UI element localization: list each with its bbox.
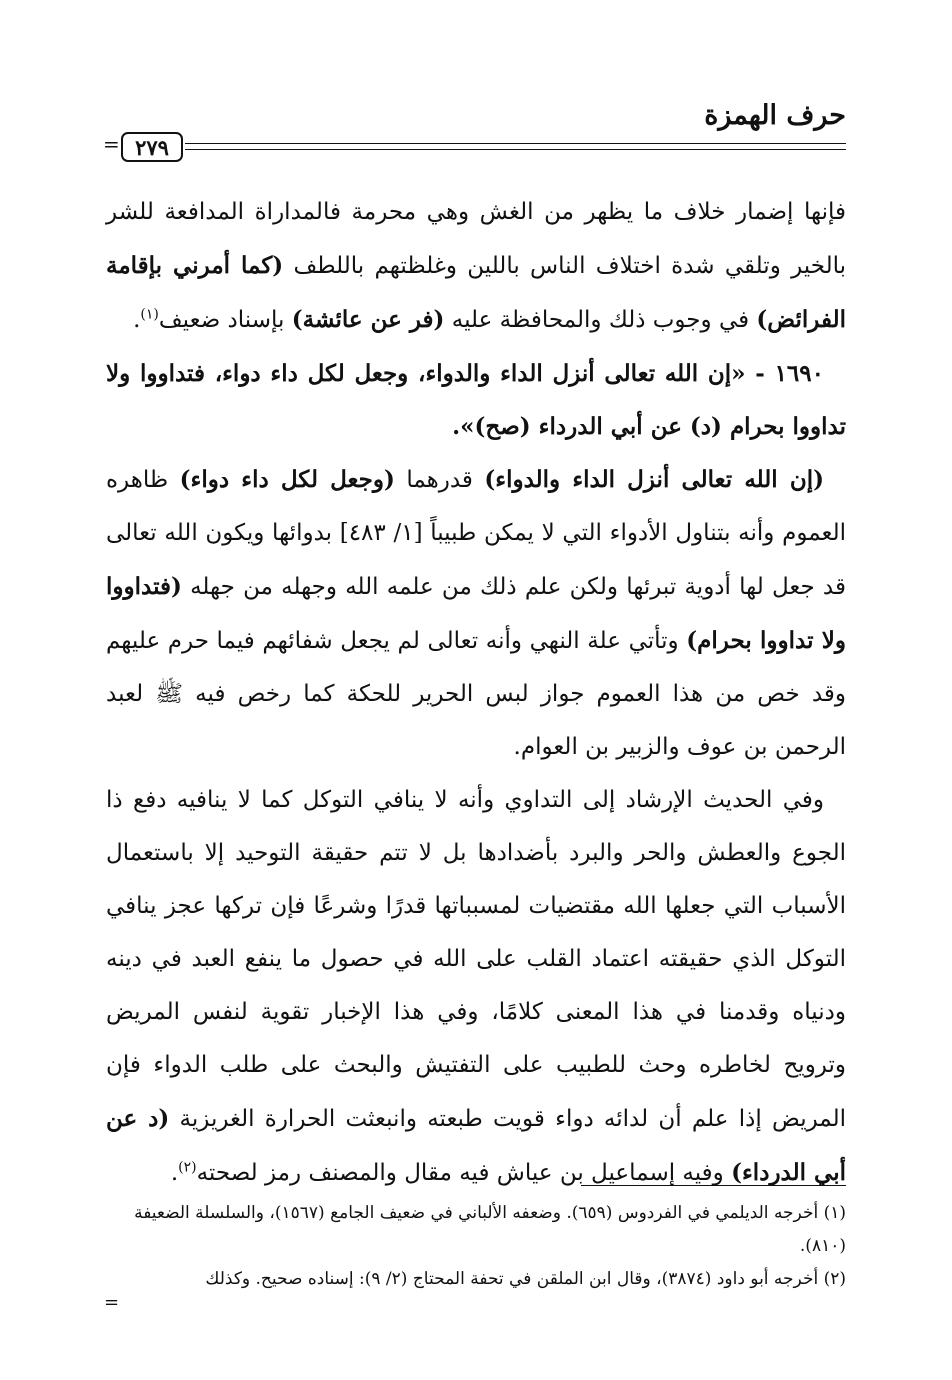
footnote-1: (١) أخرجه الديلمي في الفردوس (٦٥٩). وضعفه الألباني في ضعيف الجامع (١٥٦٧)، والسلسلة الضعيفة (٨١٠). bbox=[134, 1203, 846, 1256]
bold-phrase: (إن الله تعالى أنزل الداء والدواء) bbox=[484, 466, 824, 493]
header-ornament: = bbox=[103, 132, 120, 156]
hadith-number: ١٦٩٠ bbox=[774, 360, 824, 387]
footnote-marker-1: (١) bbox=[140, 306, 159, 323]
bold-phrase: (فتداووا ولا تداووا بحرام) bbox=[106, 573, 847, 654]
hadith-entry: ١٦٩٠ - «إن الله تعالى أنزل الداء والدواء، وجعل لكل داء دواء، فتداووا ولا تداووا بحرام (د) عن أبي الدرداء (صح)». bbox=[106, 360, 846, 440]
paragraph-2: (إن الله تعالى أنزل الداء والدواء) قدرهما (وجعل لكل داء دواء) ظاهره العموم وأنه بتناول الأدواء التي لا يمكن طبيباً [١/ ٤٨٣] بدوائها ويكون الله تعالى قد جعل لها أدوية تبرئها ولكن علم ذلك من علمه الله وجهله من جهله (فتداووا ولا تداووا بحرام) وتأتي علة النهي وأنه تعالى لم يجعل شفائهم فيما حرم عليهم وقد خص من هذا العموم جواز لبس الحرير للحكة كما رخص فيه ﷺ لعبد الرحمن بن عوف والزبير بن العوام. bbox=[106, 466, 847, 760]
bold-phrase: (كما أمرني بإقامة الفرائض) bbox=[106, 252, 846, 333]
chapter-title: حرف الهمزة bbox=[704, 100, 846, 131]
bold-phrase: (وجعل لكل داء دواء) bbox=[179, 466, 395, 493]
paragraph-1: فإنها إضمار خلاف ما يظهر من الغش وهي محرمة فالمداراة المدافعة للشر بالخير وتلقي شدة اختلاف الناس باللين وغلظتهم باللطف (كما أمرني بإقامة الفرائض) في وجوب ذلك والمحافظة عليه (فر عن عائشة) بإسناد ضعيف$^{(١)}$. bbox=[106, 199, 846, 333]
footnote-marker-2: (٢) bbox=[178, 1159, 197, 1176]
hadith-text: «إن الله تعالى أنزل الداء والدواء، وجعل لكل داء دواء، فتداووا ولا تداووا بحرام (د) عن أبي الدرداء (صح)». bbox=[106, 360, 846, 440]
header-rule-bottom bbox=[185, 149, 846, 150]
header-rule-top bbox=[185, 143, 846, 144]
source-reference: (د عن أبي الدرداء) bbox=[106, 1105, 846, 1186]
paragraph-3: وفي الحديث الإرشاد إلى التداوي وأنه لا ينافي التوكل كما لا ينافيه دفع ذا الجوع والعطش والحر والبرد بأضدادها بل لا تتم حقيقة التوحيد إلا باستعمال الأسباب التي جعلها الله مقتضيات لمسبباتها قدرًا وشرعًا فإن تركها عجز ينافي التوكل الذي حقيقته اعتماد القلب على الله في حصول ما ينفع العبد في دينه ودنياه وقدمنا في هذا المعنى كلامًا، وفي هذا الإخبار تقوية لنفس المريض وترويح لخاطره وحث للطبيب على التفتيش والبحث على طلب الدواء فإن المريض إذا علم أن لدائه دواء قويت طبعته وانبعثت الحرارة الغريزية (د عن أبي الدرداء) وفيه إسماعيل بن عياش فيه مقال والمصنف رمز لصحته$^{(٢)}$. bbox=[106, 787, 846, 1186]
footnote-continuation-mark: = bbox=[104, 1292, 120, 1313]
page-number: ٢٧٩ bbox=[121, 132, 183, 162]
footnote-2: (٢) أخرجه أبو داود (٣٨٧٤)، وقال ابن الملقن في تحفة المحتاج (٢/ ٩): إسناده صحيح. وكذلك bbox=[205, 1269, 846, 1289]
footnote-separator bbox=[581, 1185, 846, 1186]
source-reference: (فر عن عائشة) bbox=[291, 306, 445, 333]
footnotes bbox=[106, 1197, 846, 1296]
main-text bbox=[106, 186, 846, 1200]
